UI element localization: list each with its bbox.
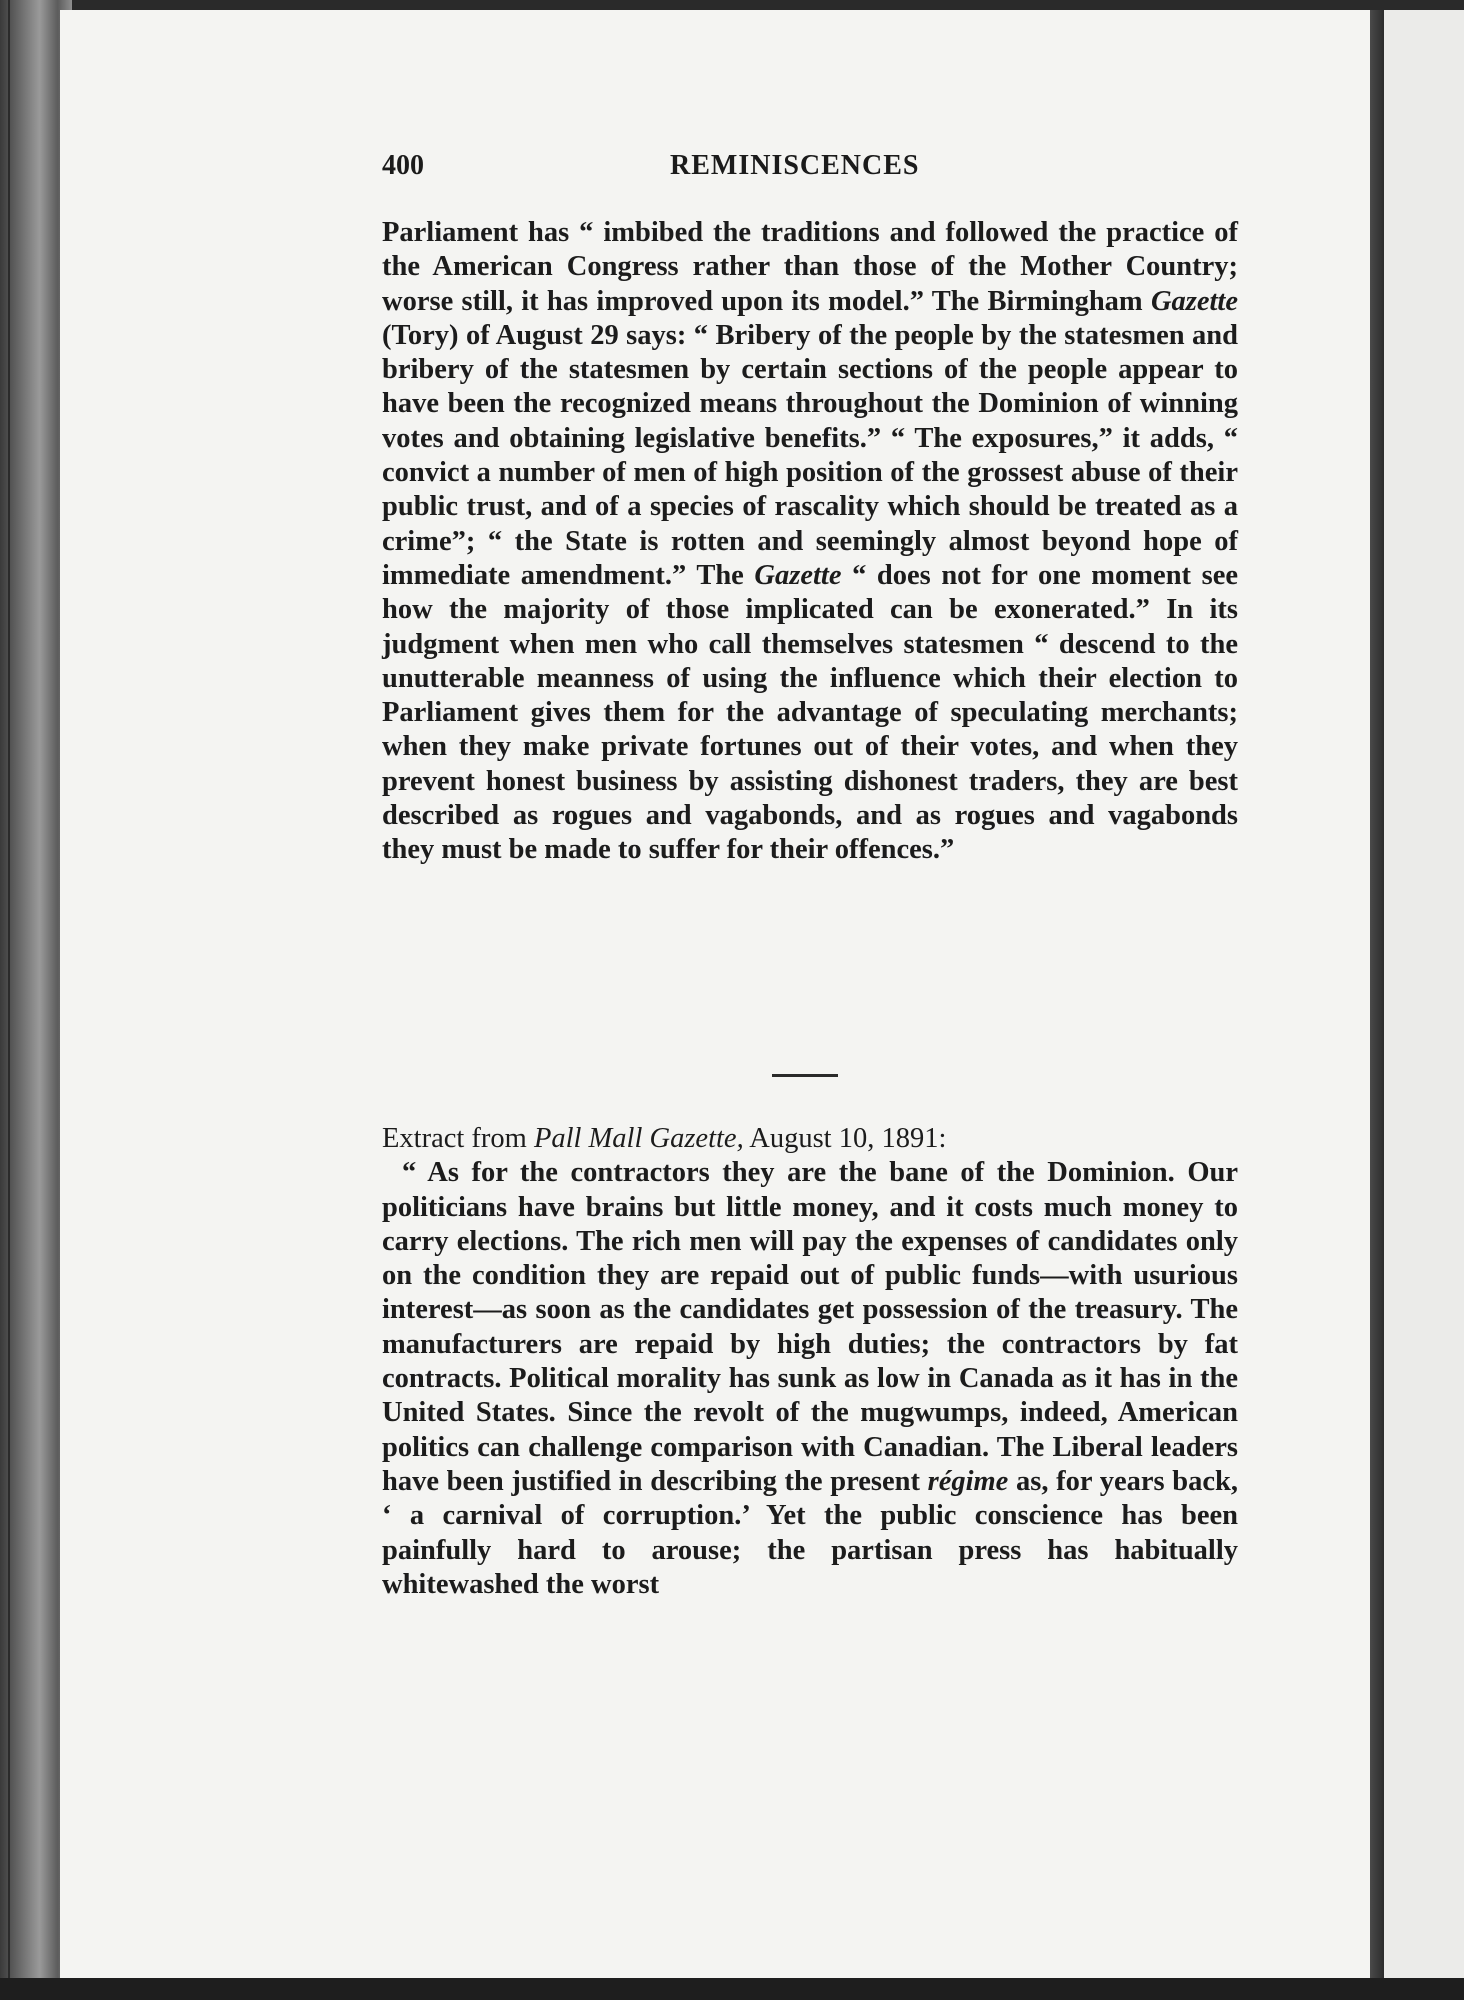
italic-term: régime (927, 1465, 1009, 1497)
quote-text: as, for years back, ‘ a carnival of corruption.’ Yet the public conscience has been painfully hard to arouse; the partisan press has habitually whitewashed the worst (382, 1465, 1238, 1600)
extract-heading (382, 1122, 1238, 1156)
extract-prefix: Extract from (382, 1123, 534, 1154)
extract-date: August 10, 1891: (743, 1123, 947, 1154)
paragraph-text: “ does not for one moment see how the majority of those implicated can be exonerated.” In its judgment when men who call themselves statesmen “ descend to the unutterable meanness of using the influence which their election to Parliament gives them for the advantage of speculating merchants; when they make private fortunes out of their votes, and when they prevent honest business by assisting dishonest traders, they are best described as rogues and vagabonds, and as rogues and vagabonds they must be made to suffer for their offences.” (382, 559, 1239, 866)
page-number: 400 (382, 150, 424, 181)
paragraph-text: Parliament has “ imbibed the traditions and followed the practice of the American Congress rather than those of the Mother Country; worse still, it has improved upon its model.” The Birmingham (382, 217, 1238, 317)
extract-block (382, 1122, 1238, 1602)
italic-newspaper-name: Gazette (754, 559, 842, 591)
running-title: REMINISCENCES (670, 150, 920, 181)
scan-bottom-edge (0, 1978, 1464, 2000)
running-head (382, 150, 1238, 190)
extract-source: Pall Mall Gazette, (533, 1123, 744, 1154)
italic-newspaper-name: Gazette (1150, 285, 1238, 317)
paragraph-text: (Tory) of August 29 says: “ Bribery of the people by the statesmen and bribery of the statesmen by certain sections of the people appear to have been the recognized means throughout the Dominion of winning votes and obtaining legislative benefits.” “ The exposures,” it adds, “ convict a number of men of high position of the grossest abuse of their public trust, and of a species of rascality which should be treated as a crime”; “ the State is rotten and seemingly almost beyond hope of immediate amendment.” The (382, 319, 1238, 591)
page-gutter-shadow (1370, 10, 1384, 1978)
quoted-paragraph (382, 1156, 1238, 1602)
quote-text: “ As for the contractors they are the bane of the Dominion. Our politicians have brains but little money, and it costs much money to carry elections. The rich men will pay the expenses of candidates only on the condition they are repaid out of public funds—with usurious interest—as soon as the candidates get possession of the treasury. The manufacturers are repaid by high duties; the contractors by fat contracts. Political morality has sunk as low in Canada as it has in the United States. Since the revolt of the mugwumps, indeed, American politics can challenge comparison with Canadian. The Liberal leaders have been justified in describing the present (382, 1157, 1238, 1497)
body-text-block (382, 216, 1238, 868)
binding-stripe (8, 0, 10, 2000)
body-paragraph (382, 216, 1238, 868)
facing-page-edge (1384, 10, 1464, 1978)
section-divider-rule (772, 1074, 838, 1077)
